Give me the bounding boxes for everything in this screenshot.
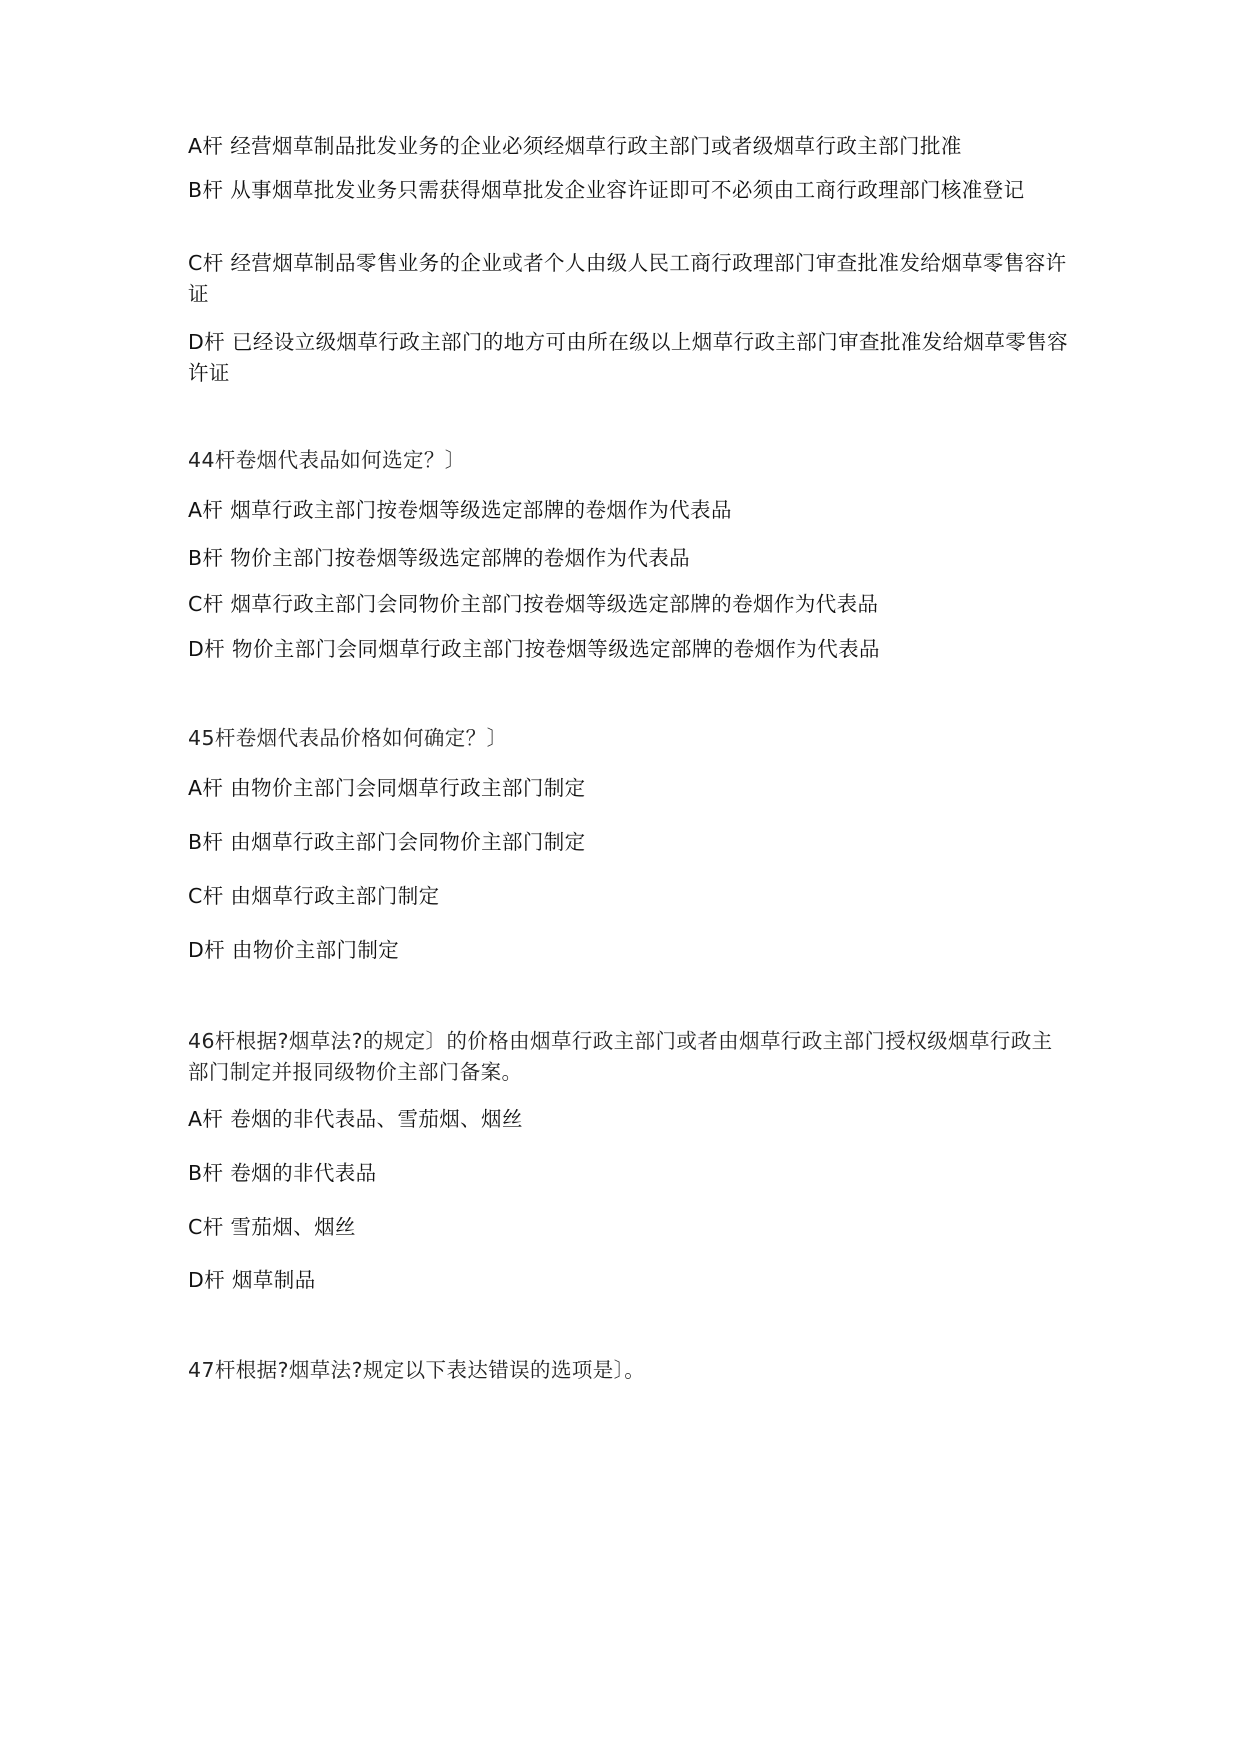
q45-option-d: D杆 由物价主部门制定 — [188, 938, 400, 962]
option-b: B杆 从事烟草批发业务只需获得烟草批发企业容许证即可不必须由工商行政理部门核准登记 — [188, 178, 1025, 202]
q44-option-d: D杆 物价主部门会同烟草行政主部门按卷烟等级选定部牌的卷烟作为代表品 — [188, 637, 880, 661]
option-c: C杆 经营烟草制品零售业务的企业或者个人由级人民工商行政理部门审查批准发给烟草零售容许证 — [188, 251, 1067, 306]
q46-option-c: C杆 雪茄烟、烟丝 — [188, 1215, 356, 1239]
q44-option-a: A杆 烟草行政主部门按卷烟等级选定部牌的卷烟作为代表品 — [188, 498, 732, 522]
question-47: 47杆根据?烟草法?规定以下表达错误的选项是〕。 — [188, 1358, 646, 1382]
question-45: 45杆卷烟代表品价格如何确定？〕 — [188, 726, 508, 750]
q46-option-a: A杆 卷烟的非代表品、雪茄烟、烟丝 — [188, 1107, 523, 1131]
q44-option-b: B杆 物价主部门按卷烟等级选定部牌的卷烟作为代表品 — [188, 546, 691, 570]
option-d: D杆 已经设立级烟草行政主部门的地方可由所在级以上烟草行政主部门审查批准发给烟草零售容许证 — [188, 330, 1068, 385]
question-46: 46杆根据?烟草法?的规定〕的价格由烟草行政主部门或者由烟草行政主部门授权级烟草行政主部门制定并报同级物价主部门备案。 — [188, 1029, 1053, 1084]
question-44: 44杆卷烟代表品如何选定？〕 — [188, 448, 466, 472]
option-a: A杆 经营烟草制品批发业务的企业必须经烟草行政主部门或者级烟草行政主部门批准 — [188, 134, 962, 158]
q45-option-a: A杆 由物价主部门会同烟草行政主部门制定 — [188, 776, 586, 800]
q44-option-c: C杆 烟草行政主部门会同物价主部门按卷烟等级选定部牌的卷烟作为代表品 — [188, 592, 879, 616]
q45-option-c: C杆 由烟草行政主部门制定 — [188, 884, 440, 908]
q46-option-d: D杆 烟草制品 — [188, 1268, 316, 1292]
q45-option-b: B杆 由烟草行政主部门会同物价主部门制定 — [188, 830, 586, 854]
q46-option-b: B杆 卷烟的非代表品 — [188, 1161, 377, 1185]
